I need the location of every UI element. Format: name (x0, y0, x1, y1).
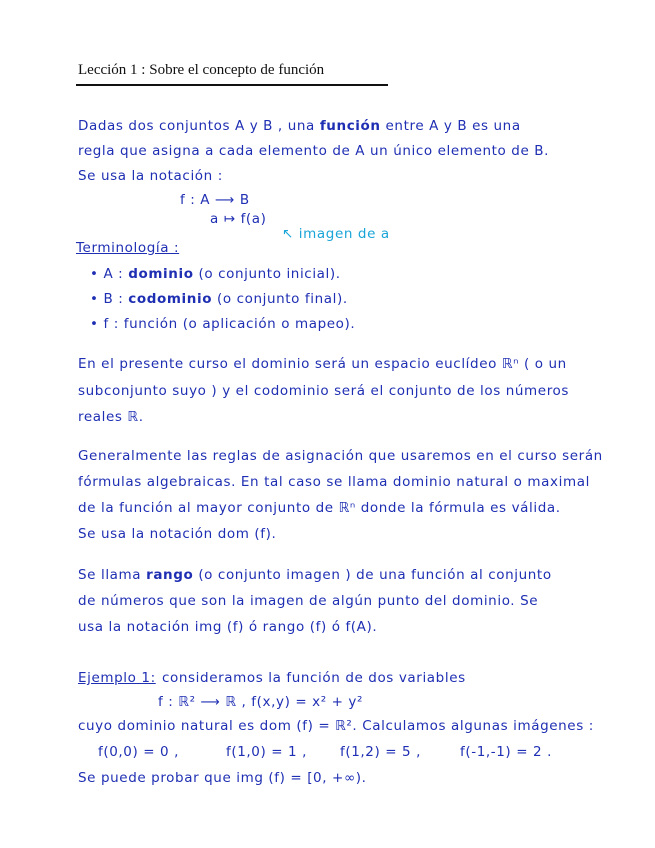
title-underline (76, 84, 388, 86)
term-dominio: dominio (128, 266, 194, 282)
range-text: (o conjunto imagen ) de una función al conjunto (198, 567, 552, 583)
rules-line-2: fórmulas algebraicas. En tal caso se llama dominio natural o maximal (78, 474, 590, 490)
item-text: (o conjunto final). (212, 291, 348, 307)
range-line-1 (78, 567, 552, 583)
term-codominio: codominio (128, 291, 213, 307)
notation-element: a ↦ f(a) (210, 211, 267, 227)
terminology-heading: Terminología : (76, 240, 180, 256)
term-funcion: función (319, 118, 381, 134)
item-prefix: • f : (90, 316, 124, 332)
range-text: Se llama (78, 567, 142, 583)
terminology-item (90, 316, 355, 332)
definition-text: Dadas dos conjuntos A y B , una (78, 118, 315, 134)
term-rango: rango (146, 567, 194, 583)
item-prefix: • B : (90, 291, 129, 307)
example-value: f(-1,-1) = 2 . (460, 744, 552, 760)
rules-line-3: de la función al mayor conjunto de ℝⁿ donde la fórmula es válida. (78, 500, 561, 516)
terminology-item (90, 266, 341, 282)
item-text: función (o aplicación o mapeo). (123, 316, 356, 332)
definition-text: entre A y B es una (385, 118, 521, 134)
example-line-1: consideramos la función de dos variables (162, 670, 466, 686)
notation-map: f : A ⟶ B (180, 192, 250, 208)
item-prefix: • A : (90, 266, 129, 282)
lesson-title: Lección 1 : Sobre el concepto de función (78, 62, 325, 78)
example-value: f(1,2) = 5 , (340, 744, 422, 760)
terminology-item (90, 291, 348, 307)
example-line-3: cuyo dominio natural es dom (f) = ℝ². Calculamos algunas imágenes : (78, 718, 594, 734)
definition-line-2: regla que asigna a cada elemento de A un único elemento de B. (78, 143, 549, 159)
example-value: f(1,0) = 1 , (226, 744, 308, 760)
definition-line-1 (78, 118, 521, 134)
rules-line-1: Generalmente las reglas de asignación que usaremos en el curso serán (78, 448, 603, 464)
range-line-2: de números que son la imagen de algún punto del dominio. Se (78, 593, 539, 609)
item-text: (o conjunto inicial). (193, 266, 341, 282)
course-line-3: reales ℝ. (78, 409, 144, 425)
example-value: f(0,0) = 0 , (98, 744, 180, 760)
range-line-3: usa la notación img (f) ó rango (f) ó f(A). (78, 619, 378, 635)
example-line-2: f : ℝ² ⟶ ℝ , f(x,y) = x² + y² (158, 694, 364, 710)
image-annotation: ↖ imagen de a (282, 226, 390, 242)
definition-line-3: Se usa la notación : (78, 168, 223, 184)
course-line-1: En el presente curso el dominio será un espacio euclídeo ℝⁿ ( o un (78, 356, 567, 372)
rules-line-4: Se usa la notación dom (f). (78, 526, 277, 542)
example-label: Ejemplo 1: (78, 670, 156, 686)
example-line-5: Se puede probar que img (f) = [0, +∞). (78, 770, 367, 786)
course-line-2: subconjunto suyo ) y el codominio será el conjunto de los números (78, 383, 570, 399)
